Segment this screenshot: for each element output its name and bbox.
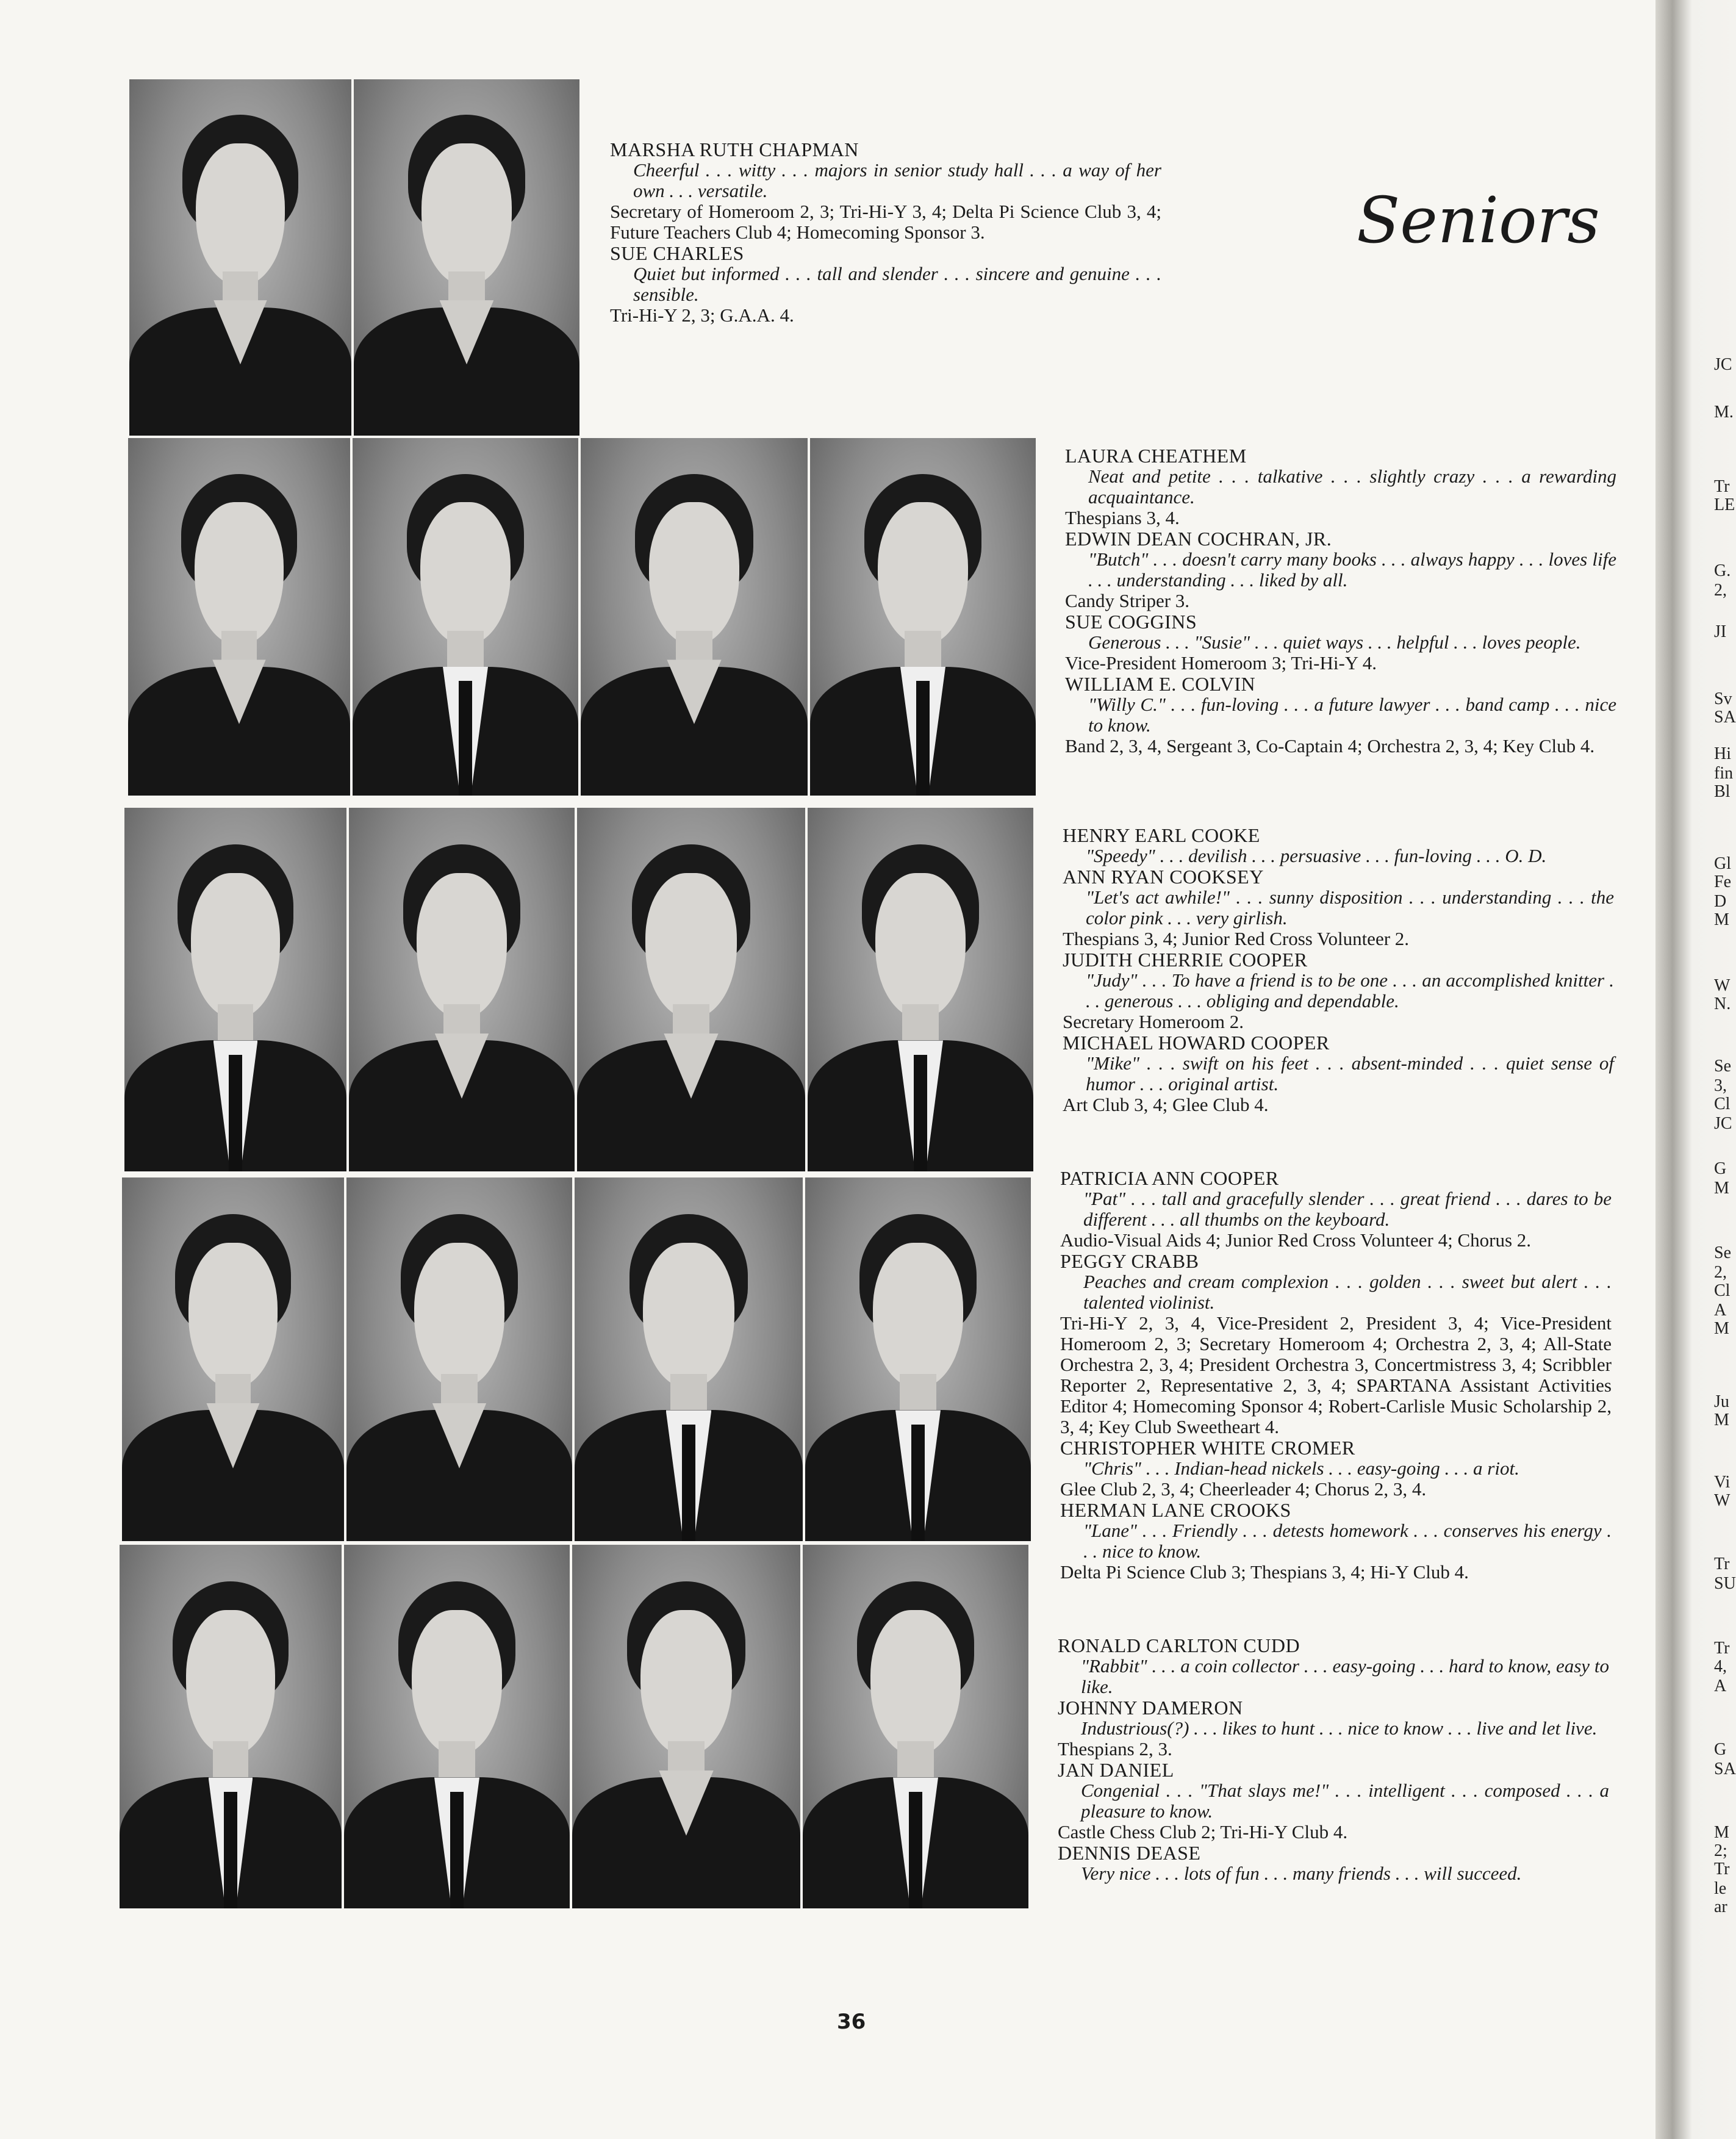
bio-entry — [1063, 825, 1614, 866]
bio-activities: Castle Chess Club 2; Tri-Hi-Y Club 4. — [1058, 1821, 1348, 1842]
bio-activities: Thespians 3, 4; Junior Red Cross Volunteer 2. — [1063, 928, 1410, 949]
bio-description: "Willy C." . . . fun-loving . . . a future lawyer . . . band camp . . . nice to know. — [1088, 694, 1616, 736]
edge-fragment: Cl — [1714, 1095, 1731, 1113]
edge-fragment: A — [1714, 1677, 1727, 1695]
bio-description: "Judy" . . . To have a friend is to be one . . . an accomplished knitter . . . generous . . . obliging and dependable. — [1086, 969, 1614, 1012]
portrait-cooke — [124, 808, 346, 1171]
edge-fragment: Vi — [1714, 1473, 1731, 1492]
bio-entry — [1060, 1168, 1612, 1251]
edge-fragment: A — [1714, 1301, 1727, 1320]
portrait-cochran — [353, 438, 578, 796]
bio-activities: Thespians 3, 4. — [1065, 507, 1180, 528]
bio-name: PEGGY CRABB — [1060, 1250, 1199, 1272]
portrait-judith-cooper — [577, 808, 805, 1171]
edge-fragment: 2, — [1714, 1263, 1727, 1282]
edge-fragment: M. — [1714, 403, 1734, 422]
bio-entry — [1063, 1032, 1614, 1115]
bio-description: Quiet but informed . . . tall and slender . . . sincere and genuine . . . sensible. — [633, 263, 1161, 305]
edge-fragment: G. — [1714, 561, 1731, 580]
edge-fragment: Fe — [1714, 872, 1731, 891]
edge-fragment: N. — [1714, 994, 1731, 1013]
bio-activities: Band 2, 3, 4, Sergeant 3, Co-Captain 4; Orchestra 2, 3, 4; Key Club 4. — [1065, 735, 1595, 757]
edge-fragment: G — [1714, 1740, 1727, 1759]
bio-name: SUE COGGINS — [1065, 611, 1197, 633]
bio-entry — [1065, 445, 1616, 528]
bio-entry — [1060, 1251, 1612, 1437]
portrait-dease — [803, 1545, 1028, 1908]
bio-activities: Secretary of Homeroom 2, 3; Tri-Hi-Y 3, 4; Delta Pi Science Club 3, 4; Future Teachers Club 4; Homecoming Sponsor 3. — [610, 201, 1161, 243]
bio-name: ANN RYAN COOKSEY — [1063, 866, 1264, 888]
edge-fragment: Tr — [1714, 1555, 1730, 1573]
edge-fragment: JC — [1714, 355, 1732, 374]
bio-entry — [610, 243, 1161, 326]
bio-block-2 — [1065, 445, 1616, 757]
edge-fragment: D — [1714, 892, 1727, 911]
edge-fragment: Se — [1714, 1057, 1731, 1076]
portrait-cheathem — [128, 438, 350, 796]
edge-fragment: M — [1714, 910, 1729, 929]
adjacent-page-edge-text — [1714, 0, 1736, 2139]
bio-name: JOHNNY DAMERON — [1058, 1697, 1243, 1719]
portrait-cromer — [575, 1177, 803, 1541]
bio-entry — [1065, 528, 1616, 611]
bio-activities: Secretary Homeroom 2. — [1063, 1011, 1244, 1032]
bio-description: Generous . . . "Susie" . . . quiet ways . . . helpful . . . loves people. — [1088, 631, 1581, 653]
edge-fragment: SA — [1714, 708, 1736, 727]
bio-activities: Candy Striper 3. — [1065, 590, 1190, 611]
portrait-charles — [354, 79, 579, 436]
bio-entry — [1063, 866, 1614, 949]
edge-fragment: 2, — [1714, 581, 1727, 600]
bio-block-1 — [610, 139, 1161, 326]
bio-activities: Delta Pi Science Club 3; Thespians 3, 4; Hi-Y Club 4. — [1060, 1561, 1469, 1583]
bio-description: "Let's act awhile!" . . . sunny disposition . . . understanding . . . the color pink . . . very girlish. — [1086, 886, 1614, 929]
bio-description: Congenial . . . "That slays me!" . . . intelligent . . . composed . . . a pleasure to know. — [1081, 1780, 1609, 1822]
bio-description: "Mike" . . . swift on his feet . . . absent-minded . . . quiet sense of humor . . . original artist. — [1086, 1052, 1614, 1095]
bio-entry — [1060, 1500, 1612, 1583]
portrait-dameron — [344, 1545, 570, 1908]
edge-fragment: M — [1714, 1823, 1729, 1842]
edge-fragment: Se — [1714, 1243, 1731, 1262]
edge-fragment: Hi — [1714, 744, 1731, 763]
bio-description: Neat and petite . . . talkative . . . slightly crazy . . . a rewarding acquaintance. — [1088, 466, 1616, 508]
bio-description: Industrious(?) . . . likes to hunt . . . nice to know . . . live and let live. — [1081, 1717, 1598, 1739]
edge-fragment: M — [1714, 1179, 1729, 1198]
edge-fragment: SU — [1714, 1574, 1736, 1593]
page-number: 36 — [837, 2010, 866, 2034]
edge-fragment: 2; — [1714, 1841, 1727, 1860]
bio-entry — [1063, 949, 1614, 1032]
bio-description: Cheerful . . . witty . . . majors in senior study hall . . . a way of her own . . . versatile. — [633, 159, 1161, 201]
bio-activities: Thespians 2, 3. — [1058, 1738, 1172, 1760]
edge-fragment: G — [1714, 1159, 1727, 1178]
edge-fragment: SA — [1714, 1760, 1736, 1778]
bio-activities: Tri-Hi-Y 2, 3, 4, Vice-President 2, President 3, 4; Vice-President Homeroom 2, 3; Secretary Homeroom 4; Orchestra 2, 3, 4; All-State Orchestra 2, 3, 4; President Orchestra 3, Concertmistress 3, 4; Scribbler Reporter 2, Representative 2, 3, 4; SPARTANA Assistant Activities Editor 4; Homecoming Sponsor 4; Robert-Carlisle Music Scholarship 2, 3, 4; Key Club Sweetheart 4. — [1060, 1312, 1612, 1437]
portrait-crooks — [805, 1177, 1031, 1541]
bio-entry — [610, 139, 1161, 243]
portrait-daniel — [572, 1545, 800, 1908]
edge-fragment: JC — [1714, 1114, 1732, 1133]
edge-fragment: Tr — [1714, 1860, 1730, 1878]
bio-name: RONALD CARLTON CUDD — [1058, 1634, 1300, 1656]
section-title: Seniors — [1357, 183, 1600, 257]
bio-name: SUE CHARLES — [610, 242, 744, 264]
edge-fragment: W — [1714, 1491, 1731, 1510]
bio-description: "Chris" . . . Indian-head nickels . . . easy-going . . . a riot. — [1083, 1458, 1519, 1479]
edge-fragment: ar — [1714, 1897, 1727, 1916]
bio-name: DENNIS DEASE — [1058, 1842, 1201, 1864]
bio-entry — [1065, 674, 1616, 757]
bio-block-4 — [1060, 1168, 1612, 1583]
edge-fragment: 3, — [1714, 1076, 1727, 1095]
edge-fragment: M — [1714, 1411, 1729, 1429]
bio-entry — [1058, 1842, 1609, 1884]
bio-description: "Rabbit" . . . a coin collector . . . easy-going . . . hard to know, easy to like. — [1081, 1655, 1609, 1697]
bio-name: EDWIN DEAN COCHRAN, JR. — [1065, 528, 1332, 550]
bio-activities: Glee Club 2, 3, 4; Cheerleader 4; Chorus 2, 3, 4. — [1060, 1478, 1427, 1500]
edge-fragment: Bl — [1714, 782, 1731, 801]
bio-name: CHRISTOPHER WHITE CROMER — [1060, 1437, 1355, 1459]
bio-description: "Lane" . . . Friendly . . . detests homework . . . conserves his energy . . . nice to know. — [1083, 1520, 1612, 1562]
edge-fragment: Ju — [1714, 1392, 1729, 1411]
bio-name: MICHAEL HOWARD COOPER — [1063, 1032, 1330, 1054]
bio-block-5 — [1058, 1635, 1609, 1884]
bio-activities: Tri-Hi-Y 2, 3; G.A.A. 4. — [610, 304, 794, 326]
bio-description: "Speedy" . . . devilish . . . persuasive . . . fun-loving . . . O. D. — [1086, 845, 1547, 866]
portrait-cudd — [120, 1545, 342, 1908]
edge-fragment: Tr — [1714, 477, 1730, 496]
bio-description: "Butch" . . . doesn't carry many books . . . always happy . . . loves life . . . understanding . . . liked by all. — [1088, 548, 1616, 591]
edge-fragment: fin — [1714, 764, 1734, 783]
edge-fragment: Tr — [1714, 1639, 1730, 1658]
edge-fragment: W — [1714, 976, 1731, 995]
bio-name: WILLIAM E. COLVIN — [1065, 673, 1256, 695]
portrait-colvin — [810, 438, 1036, 796]
bio-activities: Art Club 3, 4; Glee Club 4. — [1063, 1094, 1269, 1115]
bio-name: MARSHA RUTH CHAPMAN — [610, 138, 859, 160]
edge-fragment: LE — [1714, 495, 1735, 514]
bio-activities: Audio-Visual Aids 4; Junior Red Cross Volunteer 4; Chorus 2. — [1060, 1229, 1532, 1251]
bio-entry — [1058, 1760, 1609, 1842]
bio-name: HENRY EARL COOKE — [1063, 824, 1260, 846]
bio-entry — [1058, 1697, 1609, 1760]
portrait-cooksey — [349, 808, 575, 1171]
bio-description: Peaches and cream complexion . . . golden . . . sweet but alert . . . talented violinist. — [1083, 1271, 1612, 1313]
bio-name: LAURA CHEATHEM — [1065, 445, 1247, 467]
edge-fragment: M — [1714, 1319, 1729, 1338]
edge-fragment: Gl — [1714, 854, 1731, 873]
bio-entry — [1058, 1635, 1609, 1697]
bio-block-3 — [1063, 825, 1614, 1115]
bio-activities: Vice-President Homeroom 3; Tri-Hi-Y 4. — [1065, 652, 1377, 674]
edge-fragment: Cl — [1714, 1281, 1731, 1300]
edge-fragment: Sv — [1714, 689, 1732, 708]
edge-fragment: JI — [1714, 622, 1727, 641]
bio-description: Very nice . . . lots of fun . . . many friends . . . will succeed. — [1081, 1863, 1522, 1884]
bio-name: PATRICIA ANN COOPER — [1060, 1167, 1279, 1189]
portrait-michael-cooper — [808, 808, 1033, 1171]
bio-entry — [1065, 611, 1616, 674]
portrait-coggins — [581, 438, 808, 796]
bio-name: JUDITH CHERRIE COOPER — [1063, 949, 1308, 971]
edge-fragment: le — [1714, 1879, 1727, 1898]
bio-name: HERMAN LANE CROOKS — [1060, 1499, 1291, 1521]
bio-entry — [1060, 1437, 1612, 1500]
bio-description: "Pat" . . . tall and gracefully slender . . . great friend . . . dares to be different . . . all thumbs on the keyboard. — [1083, 1188, 1612, 1230]
portrait-patricia-cooper — [122, 1177, 344, 1541]
edge-fragment: 4, — [1714, 1657, 1727, 1676]
portrait-crabb — [346, 1177, 572, 1541]
bio-name: JAN DANIEL — [1058, 1759, 1174, 1781]
portrait-chapman — [129, 79, 351, 436]
